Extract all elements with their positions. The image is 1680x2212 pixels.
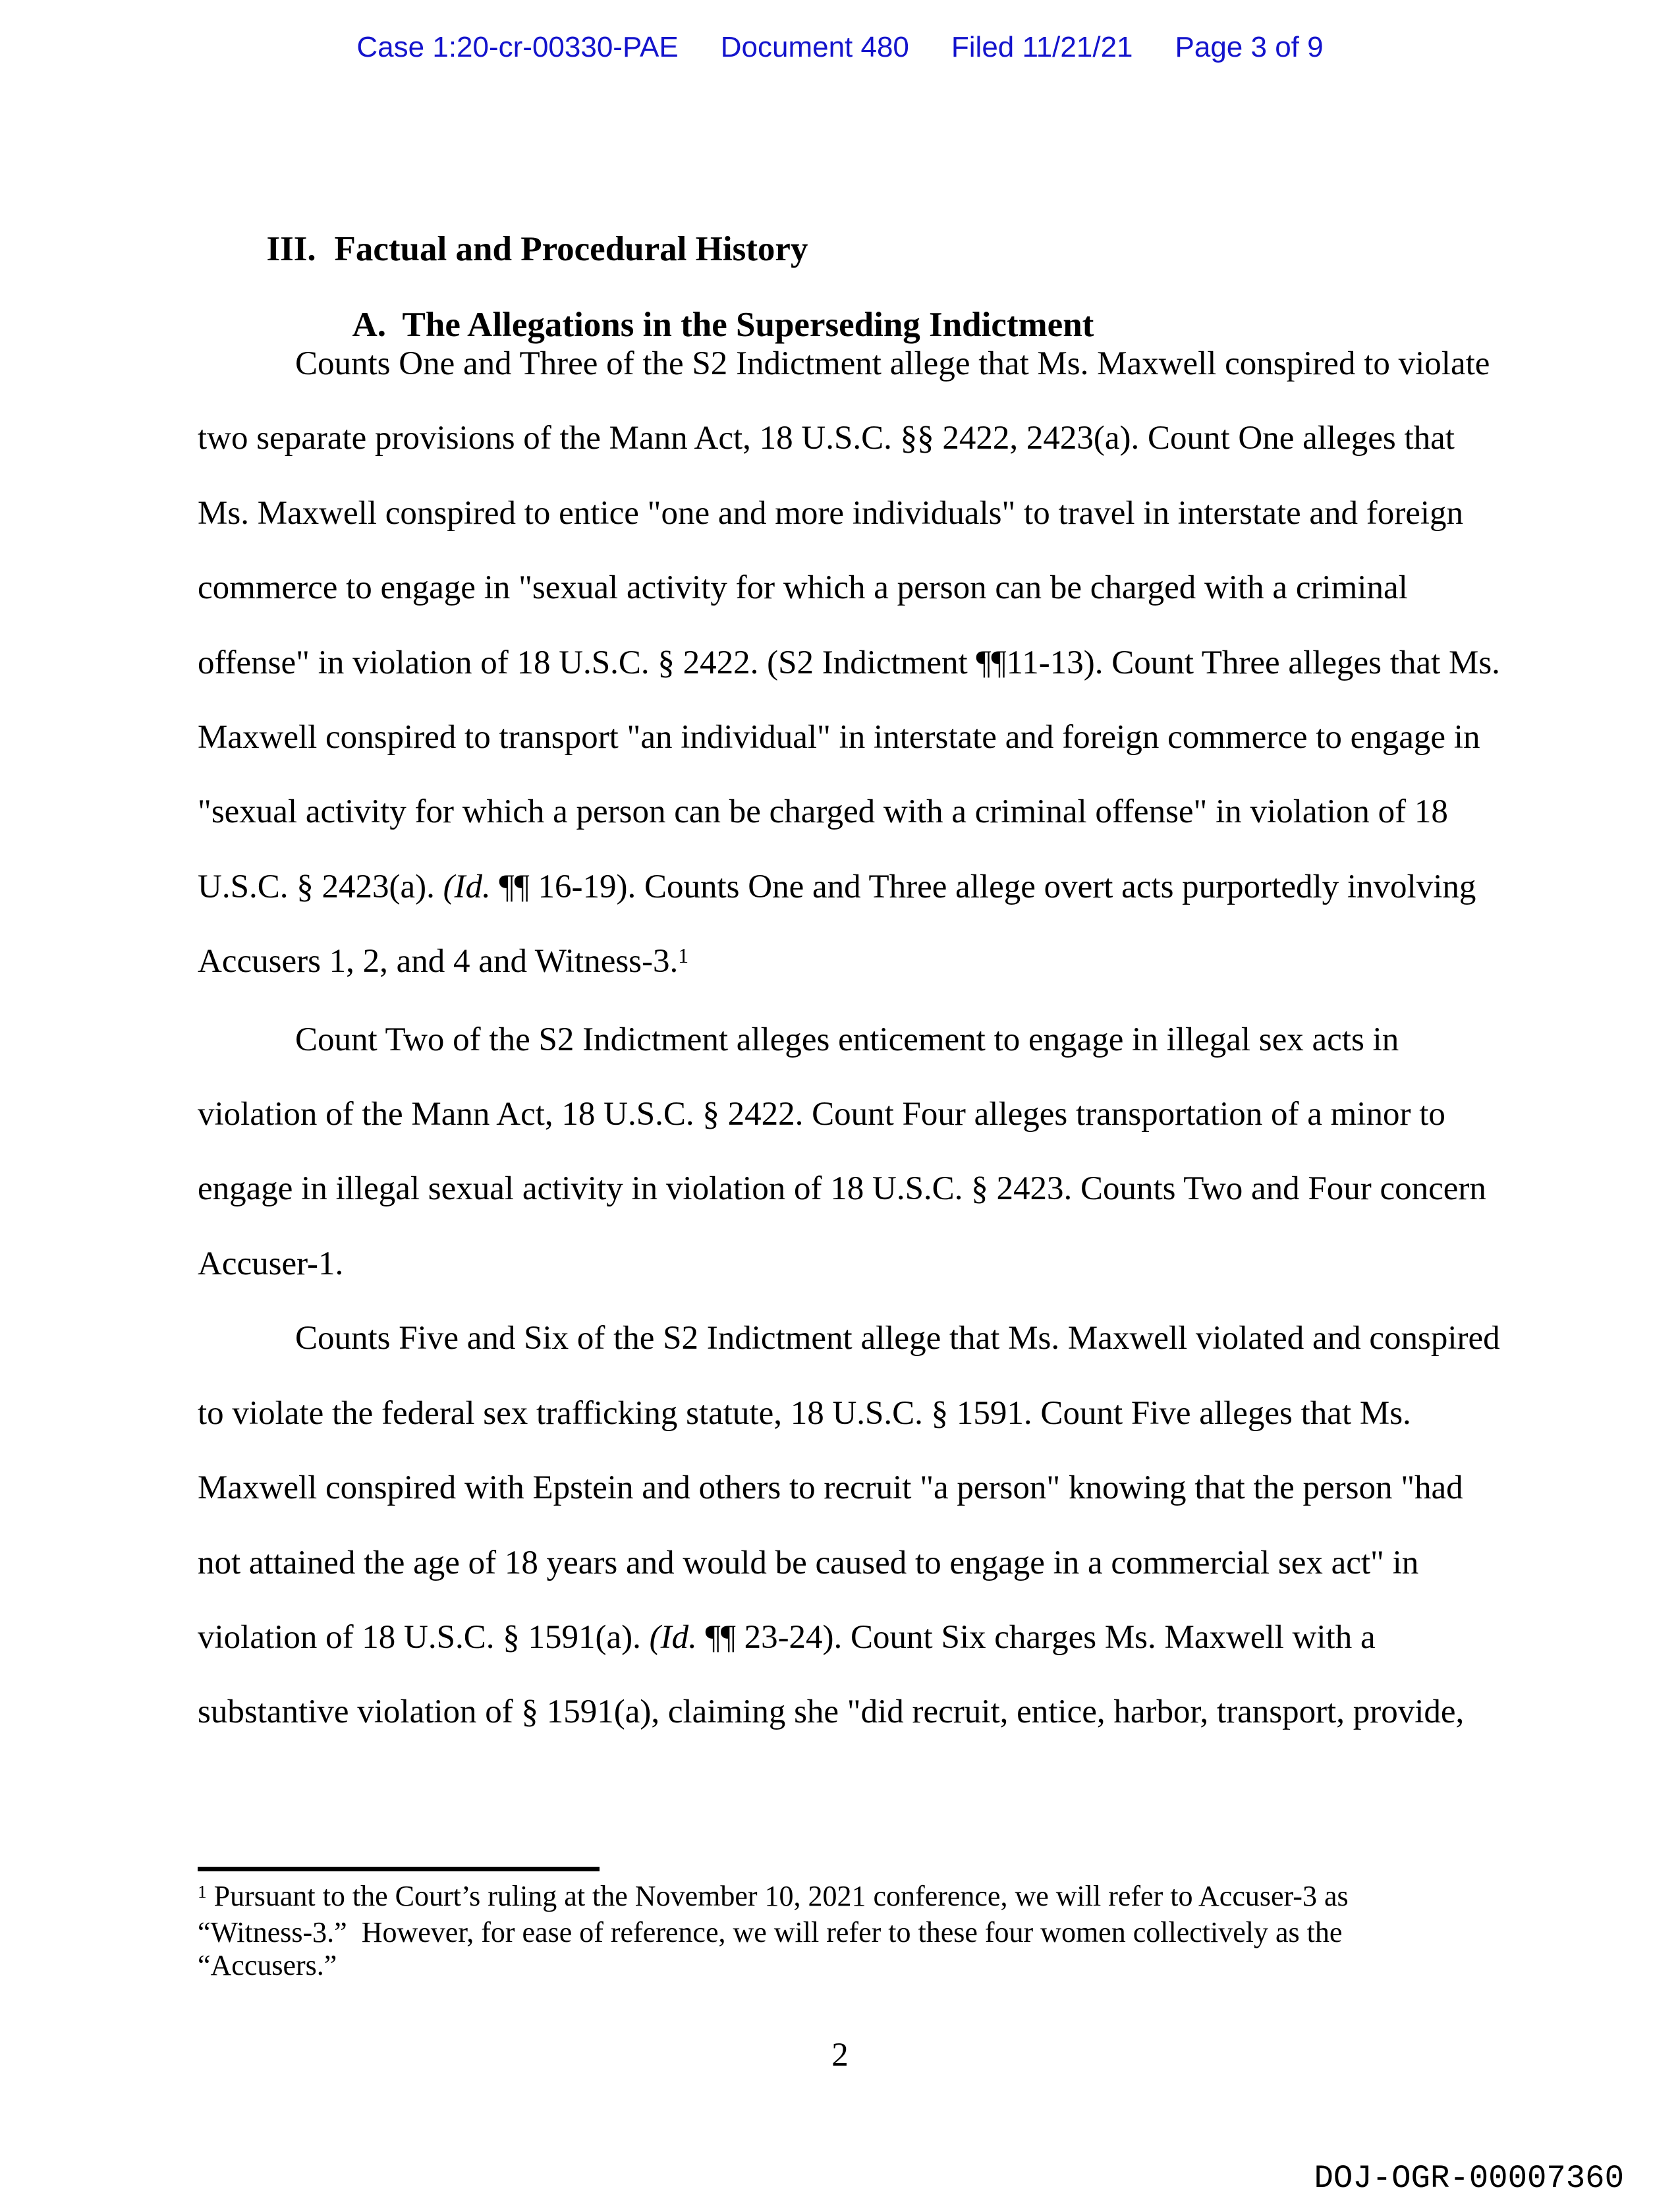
text-line <box>198 1601 1535 1675</box>
text-line <box>198 1451 1535 1525</box>
footnote-text <box>198 1880 1515 1982</box>
text-segment: Count Two of the S2 Indictment alleges enticement to engage in illegal sex acts in <box>295 1021 1399 1058</box>
text-line <box>198 1152 1535 1226</box>
text-segment: engage in illegal sexual activity in violation of 18 U.S.C. § 2423. Counts Two and Four concern <box>198 1170 1486 1208</box>
text-segment: (Id. <box>649 1618 697 1656</box>
text-line <box>198 775 1535 849</box>
footnote-separator-line <box>198 1867 600 1871</box>
text-line <box>198 476 1535 551</box>
text-line <box>198 1675 1535 1749</box>
text-segment: Maxwell conspired with Epstein and others to recruit "a person" knowing that the person "had <box>198 1469 1463 1507</box>
footnote-reference: 1 <box>198 1881 207 1902</box>
text-segment: two separate provisions of the Mann Act, 18 U.S.C. §§ 2422, 2423(a). Count One alleges that <box>198 420 1455 457</box>
bates-number: DOJ-OGR-00007360 <box>1314 2160 1624 2197</box>
ecf-stamp-header <box>0 32 1680 63</box>
text-line <box>198 700 1535 775</box>
text-line <box>198 1077 1535 1152</box>
text-segment: to violate the federal sex trafficking statute, 18 U.S.C. § 1591. Count Five alleges that Ms. <box>198 1394 1411 1432</box>
header-page-indicator: Page 3 of 9 <box>1175 31 1324 63</box>
text-line <box>198 1301 1535 1376</box>
header-case-number: Case 1:20-cr-00330-PAE <box>356 31 679 63</box>
text-line <box>198 1880 1515 1916</box>
subsection-letter: A. <box>352 306 387 344</box>
text-segment: Counts Five and Six of the S2 Indictment allege that Ms. Maxwell violated and conspired <box>295 1320 1500 1357</box>
text-segment: Pursuant to the Court’s ruling at the November 10, 2021 conference, we will refer to Accuser-3 as <box>206 1880 1349 1912</box>
text-segment: offense" in violation of 18 U.S.C. § 2422. (S2 Indictment ¶¶11-13). Count Three alleges that Ms. <box>198 644 1500 681</box>
text-line <box>198 1376 1535 1451</box>
text-segment: substantive violation of § 1591(a), claiming she "did recruit, entice, harbor, transport, provide, <box>198 1693 1465 1731</box>
text-segment: Counts One and Three of the S2 Indictment allege that Ms. Maxwell conspired to violate <box>295 345 1490 382</box>
text-line <box>198 401 1535 476</box>
text-segment: Maxwell conspired to transport "an individual" in interstate and foreign commerce to engage in <box>198 719 1480 756</box>
text-segment: Ms. Maxwell conspired to entice "one and more individuals" to travel in interstate and foreign <box>198 494 1464 532</box>
text-segment: Accusers 1, 2, and 4 and Witness-3. <box>198 943 679 980</box>
text-segment: Accuser-1. <box>198 1245 344 1282</box>
text-segment: “Accusers.” <box>198 1949 337 1981</box>
text-line <box>198 551 1535 625</box>
text-segment: violation of 18 U.S.C. § 1591(a). <box>198 1618 650 1656</box>
header-document-number: Document 480 <box>720 31 909 63</box>
text-segment: U.S.C. § 2423(a). <box>198 868 443 905</box>
text-line <box>198 1949 1515 1982</box>
header-filed-date: Filed 11/21/21 <box>951 31 1133 63</box>
text-segment: violation of the Mann Act, 18 U.S.C. § 2422. Count Four alleges transportation of a minor to <box>198 1096 1445 1133</box>
section-title: Factual and Procedural History <box>334 230 808 268</box>
body-text <box>198 327 1535 1750</box>
subsection-title: The Allegations in the Superseding Indictment <box>402 306 1094 344</box>
text-line <box>198 1916 1515 1949</box>
text-segment: commerce to engage in "sexual activity for which a person can be charged with a criminal <box>198 569 1408 607</box>
text-line <box>198 924 1535 1002</box>
page-number: 2 <box>831 2037 849 2074</box>
text-segment: “Witness-3.” However, for ease of reference, we will refer to these four women collectively as the <box>198 1916 1343 1948</box>
text-segment: ¶¶ 16-19). Counts One and Three allege overt acts purportedly involving <box>490 868 1476 905</box>
text-line <box>198 626 1535 700</box>
text-segment: (Id. <box>443 868 491 905</box>
footnote-reference: 1 <box>678 944 689 968</box>
text-line <box>198 1526 1535 1601</box>
text-line <box>198 1227 1535 1301</box>
text-segment: ¶¶ 23-24). Count Six charges Ms. Maxwell with a <box>696 1618 1376 1656</box>
section-number: III. <box>266 230 316 268</box>
text-segment: "sexual activity for which a person can be charged with a criminal offense" in violation of 18 <box>198 793 1448 831</box>
text-line <box>198 327 1535 401</box>
text-line <box>198 1003 1535 1077</box>
text-segment: not attained the age of 18 years and would be caused to engage in a commercial sex act" in <box>198 1544 1419 1581</box>
text-line <box>198 850 1535 924</box>
